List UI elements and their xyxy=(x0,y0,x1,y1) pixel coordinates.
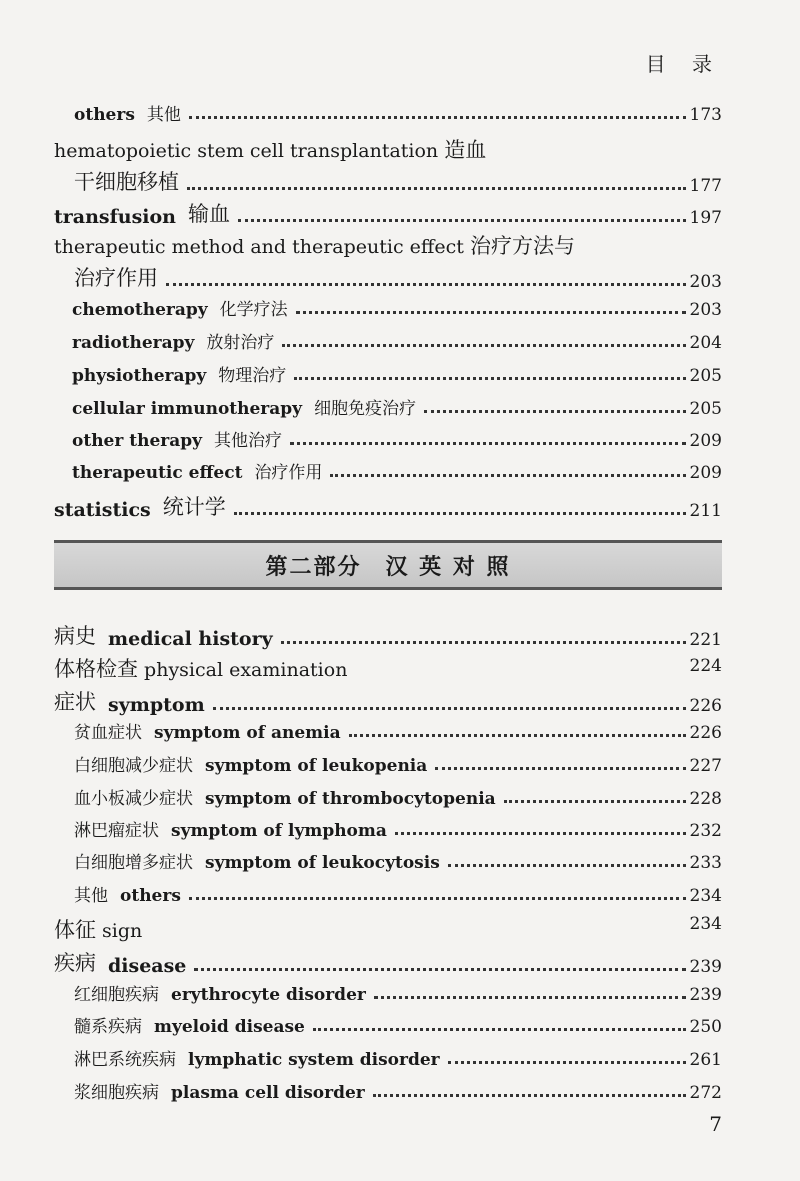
leader-dots xyxy=(330,473,685,477)
leader-dots xyxy=(290,441,686,445)
entry-page: 204 xyxy=(689,333,722,353)
entry-zh: 体格检查 xyxy=(54,657,138,681)
leader-dots xyxy=(281,640,686,644)
toc-entry-physiotherapy[interactable] xyxy=(0,361,722,386)
entry-page: 173 xyxy=(689,105,722,125)
entry-zh: 其他 xyxy=(146,105,181,125)
entry-zh: 治疗作用 xyxy=(254,463,323,483)
leader-dots xyxy=(296,310,686,314)
leader-dots xyxy=(189,115,686,119)
toc-entry-myeloid[interactable] xyxy=(0,1012,722,1037)
entry-en: therapeutic method and therapeutic effect xyxy=(54,236,464,258)
entry-zh: 物理治疗 xyxy=(218,366,287,386)
leader-dots xyxy=(448,863,686,867)
toc-entry-erythrocyte[interactable] xyxy=(0,980,722,1005)
entry-zh: 细胞免疫治疗 xyxy=(314,399,417,419)
toc-entry-sign[interactable] xyxy=(54,914,142,944)
leader-dots xyxy=(435,766,685,770)
entry-zh: 症状 xyxy=(54,690,96,714)
leader-dots xyxy=(313,1027,686,1031)
entry-zh: 淋巴系统疾病 xyxy=(74,1050,176,1070)
toc-entry-immunotherapy[interactable] xyxy=(0,394,722,419)
entry-zh: 白细胞增多症状 xyxy=(74,853,193,873)
entry-page: 177 xyxy=(689,176,722,196)
toc-entry-radiotherapy[interactable] xyxy=(0,328,722,353)
entry-en: physiotherapy xyxy=(72,366,207,386)
entry-page: 272 xyxy=(689,1083,722,1103)
entry-page: 228 xyxy=(689,789,722,809)
entry-en: myeloid disease xyxy=(154,1017,305,1037)
entry-en: symptom of anemia xyxy=(154,723,341,743)
toc-entry-statistics[interactable] xyxy=(0,491,722,521)
entry-en: statistics xyxy=(54,499,151,521)
toc-entry-others2[interactable] xyxy=(0,881,722,906)
toc-entry-history[interactable] xyxy=(0,620,722,650)
entry-zh: 贫血症状 xyxy=(74,723,142,743)
toc-entry-plasma[interactable] xyxy=(0,1078,722,1103)
entry-page: 209 xyxy=(689,463,722,483)
leader-dots xyxy=(294,376,685,380)
entry-page-exam: 224 xyxy=(689,656,722,676)
entry-zh: 统计学 xyxy=(162,495,226,519)
toc-entry-leukocytosis[interactable] xyxy=(0,848,722,873)
entry-en: symptom of leukopenia xyxy=(205,756,428,776)
entry-zh: 其他治疗 xyxy=(214,431,283,451)
entry-page: 209 xyxy=(689,431,722,451)
entry-zh: 浆细胞疾病 xyxy=(74,1083,159,1103)
entry-zh-cont: 治疗作用 xyxy=(74,266,158,290)
entry-page: 227 xyxy=(689,756,722,776)
leader-dots xyxy=(374,995,686,999)
entry-page: 239 xyxy=(689,985,722,1005)
entry-zh: 淋巴瘤症状 xyxy=(74,821,159,841)
entry-zh: 病史 xyxy=(54,624,96,648)
leader-dots xyxy=(238,218,686,222)
leader-dots xyxy=(194,967,685,971)
section-header-part2 xyxy=(54,540,722,590)
entry-page: 233 xyxy=(689,853,722,873)
entry-en: symptom of leukocytosis xyxy=(205,853,440,873)
leader-dots xyxy=(424,409,685,413)
entry-page: 197 xyxy=(689,208,722,228)
entry-en: others xyxy=(120,886,181,906)
entry-en: sign xyxy=(102,920,143,942)
entry-en: physical examination xyxy=(144,659,348,681)
leader-dots xyxy=(234,511,686,515)
entry-en: hematopoietic stem cell transplantation xyxy=(54,140,439,162)
entry-en: disease xyxy=(108,955,187,977)
entry-en: transfusion xyxy=(54,206,176,228)
entry-page: 261 xyxy=(689,1050,722,1070)
entry-zh: 造血 xyxy=(444,138,487,162)
entry-en: medical history xyxy=(108,628,273,650)
entry-page: 239 xyxy=(689,957,722,977)
entry-en: other therapy xyxy=(72,431,203,451)
toc-entry-thrombocytopenia[interactable] xyxy=(0,784,722,809)
leader-dots xyxy=(373,1093,686,1097)
entry-en: erythrocyte disorder xyxy=(171,985,366,1005)
toc-entry-other-therapy[interactable] xyxy=(0,426,722,451)
entry-en: others xyxy=(74,105,135,125)
toc-entry-therapeutic-heading[interactable] xyxy=(54,230,575,260)
entry-page: 205 xyxy=(689,366,722,386)
page-number: 7 xyxy=(709,1112,722,1136)
entry-en: plasma cell disorder xyxy=(171,1083,365,1103)
toc-entry-therapeutic-effect[interactable] xyxy=(0,458,722,483)
entry-page: 203 xyxy=(689,272,722,292)
entry-en: symptom of lymphoma xyxy=(171,821,387,841)
entry-en: chemotherapy xyxy=(72,300,208,320)
entry-page: 211 xyxy=(689,501,722,521)
leader-dots xyxy=(282,343,685,347)
entry-page: 226 xyxy=(689,723,722,743)
leader-dots xyxy=(187,186,686,190)
entry-en: cellular immunotherapy xyxy=(72,399,303,419)
toc-entry-exam[interactable] xyxy=(54,653,347,683)
section-title: 第二部分 汉 英 对 照 xyxy=(265,553,511,580)
toc-entry-chemotherapy[interactable] xyxy=(0,295,722,320)
leader-dots xyxy=(448,1060,686,1064)
leader-dots xyxy=(189,896,686,900)
entry-zh: 化学疗法 xyxy=(219,300,288,320)
entry-page: 250 xyxy=(689,1017,722,1037)
entry-page-sign: 234 xyxy=(689,914,722,934)
entry-zh: 放射治疗 xyxy=(206,333,275,353)
entry-zh: 输血 xyxy=(188,202,230,226)
toc-entry-transfusion[interactable] xyxy=(0,198,722,228)
toc-entry-symptom[interactable] xyxy=(0,686,722,716)
leader-dots xyxy=(166,282,686,286)
toc-entry-others[interactable] xyxy=(0,100,722,125)
entry-zh: 疾病 xyxy=(54,951,96,975)
entry-zh: 髓系疾病 xyxy=(74,1017,142,1037)
leader-dots xyxy=(395,831,686,835)
entry-zh: 白细胞减少症状 xyxy=(74,756,193,776)
entry-zh: 其他 xyxy=(74,886,108,906)
entry-page: 226 xyxy=(689,696,722,716)
entry-en: radiotherapy xyxy=(72,333,195,353)
entry-page: 203 xyxy=(689,300,722,320)
entry-zh-cont: 干细胞移植 xyxy=(74,170,179,194)
toc-entry-lymphoma[interactable] xyxy=(0,816,722,841)
toc-entry-therapeutic-cont[interactable] xyxy=(0,262,722,292)
entry-en: therapeutic effect xyxy=(72,463,243,483)
page-header-title: 目 录 xyxy=(645,52,722,76)
toc-entry-anemia[interactable] xyxy=(0,718,722,743)
leader-dots xyxy=(349,733,686,737)
entry-zh: 体征 xyxy=(54,918,96,942)
entry-en: symptom xyxy=(108,694,205,716)
entry-zh: 红细胞疾病 xyxy=(74,985,159,1005)
entry-page: 221 xyxy=(689,630,722,650)
entry-zh: 治疗方法与 xyxy=(469,234,575,258)
toc-entry-hsct-heading[interactable] xyxy=(54,134,486,164)
toc-entry-leukopenia[interactable] xyxy=(0,751,722,776)
toc-entry-disease[interactable] xyxy=(0,947,722,977)
leader-dots xyxy=(504,799,686,803)
entry-zh: 血小板减少症状 xyxy=(74,789,193,809)
entry-en: lymphatic system disorder xyxy=(188,1050,440,1070)
toc-entry-lymphatic[interactable] xyxy=(0,1045,722,1070)
entry-page: 234 xyxy=(689,886,722,906)
entry-page: 232 xyxy=(689,821,722,841)
toc-entry-hsct-cont[interactable] xyxy=(0,166,722,196)
entry-page: 205 xyxy=(689,399,722,419)
leader-dots xyxy=(213,706,686,710)
entry-en: symptom of thrombocytopenia xyxy=(205,789,496,809)
